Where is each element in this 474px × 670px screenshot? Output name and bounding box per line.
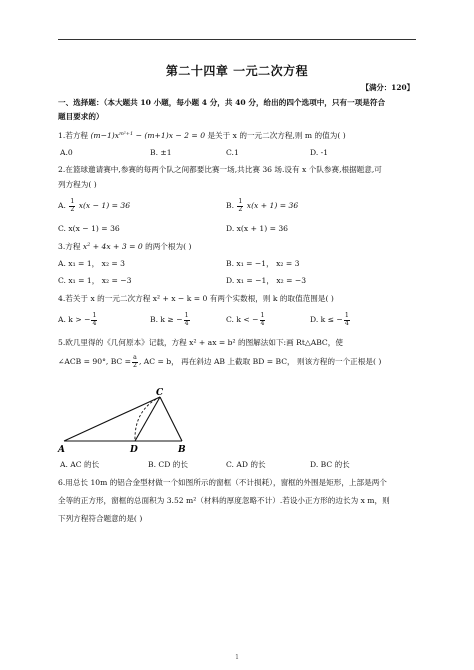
label-b: B <box>178 445 186 455</box>
fraction-denominator: 2 <box>70 205 75 213</box>
question-4: 4.若关于 x 的一元二次方程 x² + x − k = 0 有两个实数根，则 k 的取值范围是( ) <box>58 294 334 303</box>
q4-option-b-label: B. k ≥ − <box>150 315 183 324</box>
q2-line2: 列方程为( ) <box>58 180 97 189</box>
fraction-numerator: a <box>133 353 137 361</box>
segment-cd <box>135 397 160 441</box>
q3-equation: $x^2 + 4x + 3 = 0$ <box>82 242 143 251</box>
q3-prefix: 3.方程 <box>58 242 81 251</box>
q5-option-a: A. AC 的长 <box>60 460 100 469</box>
q1-option-d: D. -1 <box>310 148 329 157</box>
page-title: 第二十四章 一元二次方程 <box>165 64 309 78</box>
q4-option-a-label: A. k > − <box>58 315 91 324</box>
fraction-numerator: 1 <box>238 197 243 205</box>
section-heading-line2: 题目要求的） <box>58 112 104 121</box>
q1-option-a: A.0 <box>60 148 73 157</box>
q1-stem: 是关于 x 的一元二次方程,则 m 的值为( ) <box>207 131 346 140</box>
q1-prefix: 1.若方程 <box>58 131 89 140</box>
q3-option-d: D. x₁ = −1， x₂ = −3 <box>226 276 307 285</box>
q2-option-b-expr: x(x + 1) = 36 <box>246 201 299 210</box>
fraction-numerator: 1 <box>344 311 349 319</box>
q3-option-b: B. x₁ = −1， x₂ = 3 <box>226 259 300 268</box>
label-a: A <box>58 445 65 455</box>
fraction-numerator: 1 <box>184 311 189 319</box>
q5-line1: 5.欧几里得的《几何原本》记载，方程 x² + ax = b² 的图解法如下:画 Rt△ABC，使 <box>58 338 343 347</box>
q2-option-c: C. x(x − 1) = 36 <box>58 224 120 233</box>
q6-line3: 下列方程符合题意的是( ) <box>58 514 143 523</box>
q5-option-c: C. AD 的长 <box>226 460 266 469</box>
q1-option-b: B. ±1 <box>150 148 172 157</box>
fraction-denominator: 4 <box>184 319 189 327</box>
fraction-denominator: 2 <box>133 361 137 369</box>
segment-ac <box>64 397 160 441</box>
full-score-label: 【满分：120】 <box>361 83 414 92</box>
q4-option-c-label: C. k < − <box>226 315 259 324</box>
q3-option-c: C. x₁ = 1， x₂ = −3 <box>58 276 132 285</box>
q2-option-d: D. x(x + 1) = 36 <box>226 224 289 233</box>
q5-line2-start: ∠ACB = 90°, BC = <box>58 357 132 366</box>
q5-option-d: D. BC 的长 <box>310 460 350 469</box>
q3-stem: 的两个根为( ) <box>145 242 192 251</box>
q6-line1: 6.用总长 10m 的铝合金型材做一个如图所示的窗框（不计损耗），窗框的外围是矩形，上部是两个 <box>58 478 387 487</box>
q6-line2: 全等的正方形，窗框的总面积为 3.52 m²（材料的厚度忽略不计）.若设小正方形的边长为 x m，则 <box>58 496 390 505</box>
segment-bc <box>160 397 182 441</box>
q2-line1: 2.在篮球邀请赛中,参赛的每两个队之间都要比赛一场,共比赛 36 场.设有 x 个队参赛,根据题意,可 <box>58 165 382 174</box>
q3-option-a: A. x₁ = 1， x₂ = 3 <box>58 259 126 268</box>
page-number: 1 <box>235 654 239 661</box>
fraction-numerator: 1 <box>92 311 97 319</box>
label-d: D <box>130 445 138 455</box>
q1-option-c: C.1 <box>226 148 239 157</box>
fraction-numerator: 1 <box>260 311 265 319</box>
q5-line2-end: , AC = b， 再在斜边 AB 上截取 BD = BC， 则该方程的一个正根是( ) <box>138 357 382 366</box>
q5-option-b: B. CD 的长 <box>148 460 188 469</box>
label-c: C <box>156 388 164 398</box>
q1-equation: $(m-1)x^{m^2+1} - (m+1)x - 2 = 0$ <box>90 131 206 140</box>
q2-option-b-letter: B. <box>226 201 234 210</box>
fraction-denominator: 4 <box>344 319 349 327</box>
fraction-denominator: 4 <box>92 319 97 327</box>
q2-option-a-expr: x(x − 1) = 36 <box>78 201 131 210</box>
fraction-denominator: 2 <box>238 205 243 213</box>
fraction-numerator: 1 <box>70 197 75 205</box>
section-heading-line1: 一、选择题：（本大题共 10 小题，每小题 4 分，共 40 分，给出的四个选项中，只有一项是符合 <box>58 98 386 107</box>
fraction-denominator: 4 <box>260 319 265 327</box>
q4-option-d-label: D. k ≤ − <box>310 315 343 324</box>
q2-option-a-letter: A. <box>58 201 66 210</box>
